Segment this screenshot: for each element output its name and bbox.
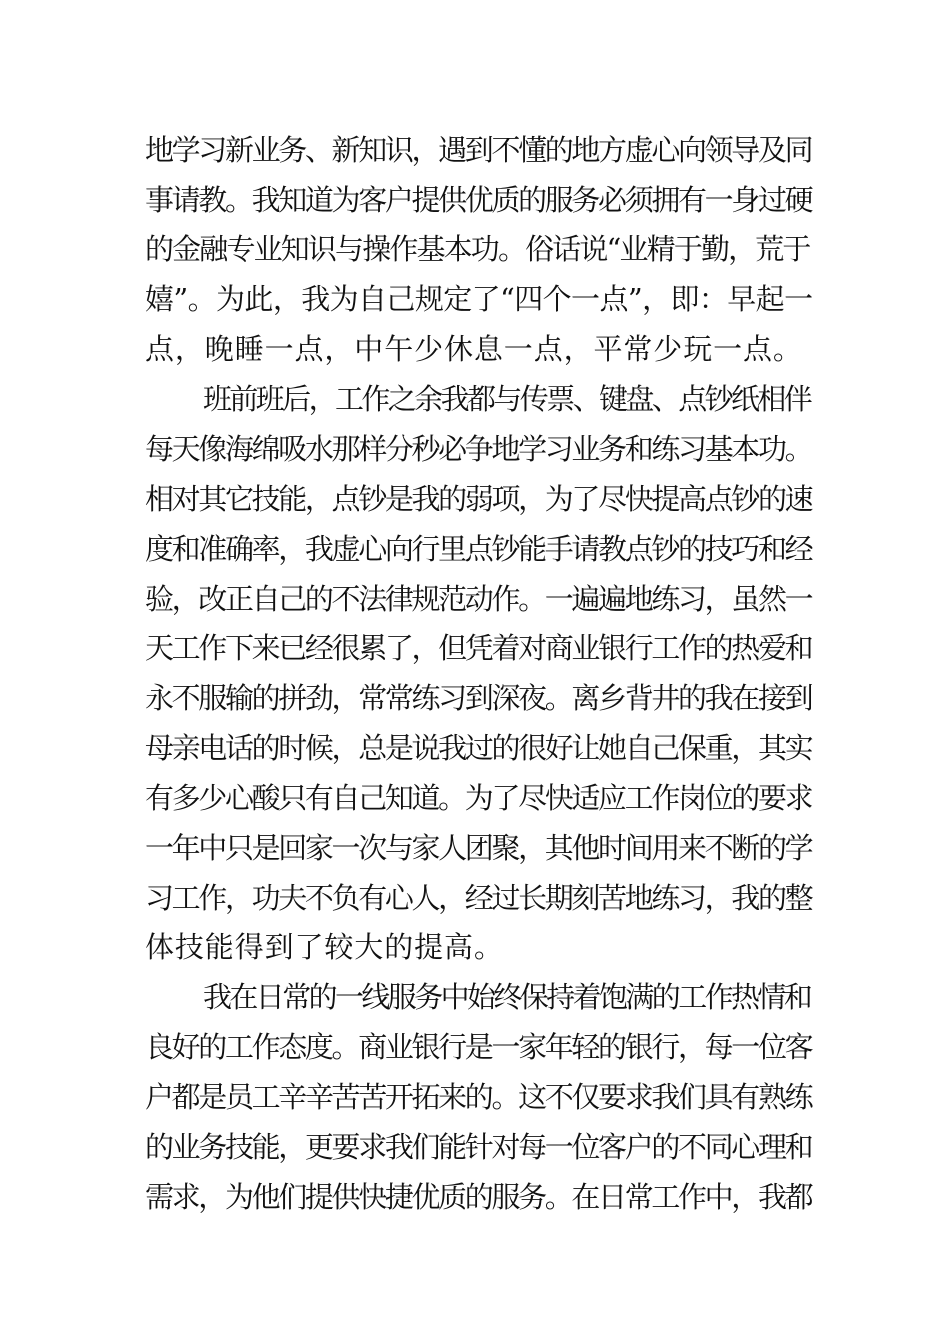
text-line: 天工作下来已经很累了，但凭着对商业银行工作的热爱和 <box>145 631 812 665</box>
text-line: 的金融专业知识与操作基本功。俗话说“业精于勤，荒于 <box>145 232 810 266</box>
text-line: 需求，为他们提供快捷优质的服务。在日常工作中，我都 <box>145 1180 812 1214</box>
text-line: 每天像海绵吸水那样分秒必争地学习业务和练习基本功。 <box>145 432 812 466</box>
text-line: 验，改正自己的不法律规范动作。一遍遍地练习，虽然一 <box>145 582 812 616</box>
text-line: 度和准确率，我虚心向行里点钞能手请教点钞的技巧和经 <box>145 532 812 566</box>
text-line: 体技能得到了较大的提高。 <box>145 930 504 964</box>
text-line: 良好的工作态度。商业银行是一家年轻的银行，每一位客 <box>145 1030 812 1064</box>
text-line: 的业务技能，更要求我们能针对每一位客户的不同心理和 <box>145 1130 812 1164</box>
text-line: 户都是员工辛辛苦苦开拓来的。这不仅要求我们具有熟练 <box>145 1080 812 1114</box>
text-line: 有多少心酸只有自己知道。为了尽快适应工作岗位的要求 <box>145 781 812 815</box>
paragraph-first-line: 班前班后，工作之余我都与传票、键盘、点钞纸相伴 <box>203 382 811 416</box>
text-line: 点，晚睡一点，中午少休息一点，平常少玩一点。 <box>145 332 803 366</box>
text-line: 习工作，功夫不负有心人，经过长期刻苦地练习，我的整 <box>145 881 812 915</box>
text-line: 地学习新业务、新知识，遇到不懂的地方虚心向领导及同 <box>145 133 812 167</box>
text-line: 嬉”。为此，我为自己规定了“四个一点”，即：早起一 <box>145 282 813 316</box>
text-line: 一年中只是回家一次与家人团聚，其他时间用来不断的学 <box>145 831 812 865</box>
text-line: 事请教。我知道为客户提供优质的服务必须拥有一身过硬 <box>145 183 812 217</box>
text-line: 母亲电话的时候，总是说我过的很好让她自己保重，其实 <box>145 731 812 765</box>
text-line: 永不服输的拼劲，常常练习到深夜。离乡背井的我在接到 <box>145 681 812 715</box>
paragraph-first-line: 我在日常的一线服务中始终保持着饱满的工作热情和 <box>203 980 811 1014</box>
text-line: 相对其它技能，点钞是我的弱项，为了尽快提高点钞的速 <box>145 482 812 516</box>
